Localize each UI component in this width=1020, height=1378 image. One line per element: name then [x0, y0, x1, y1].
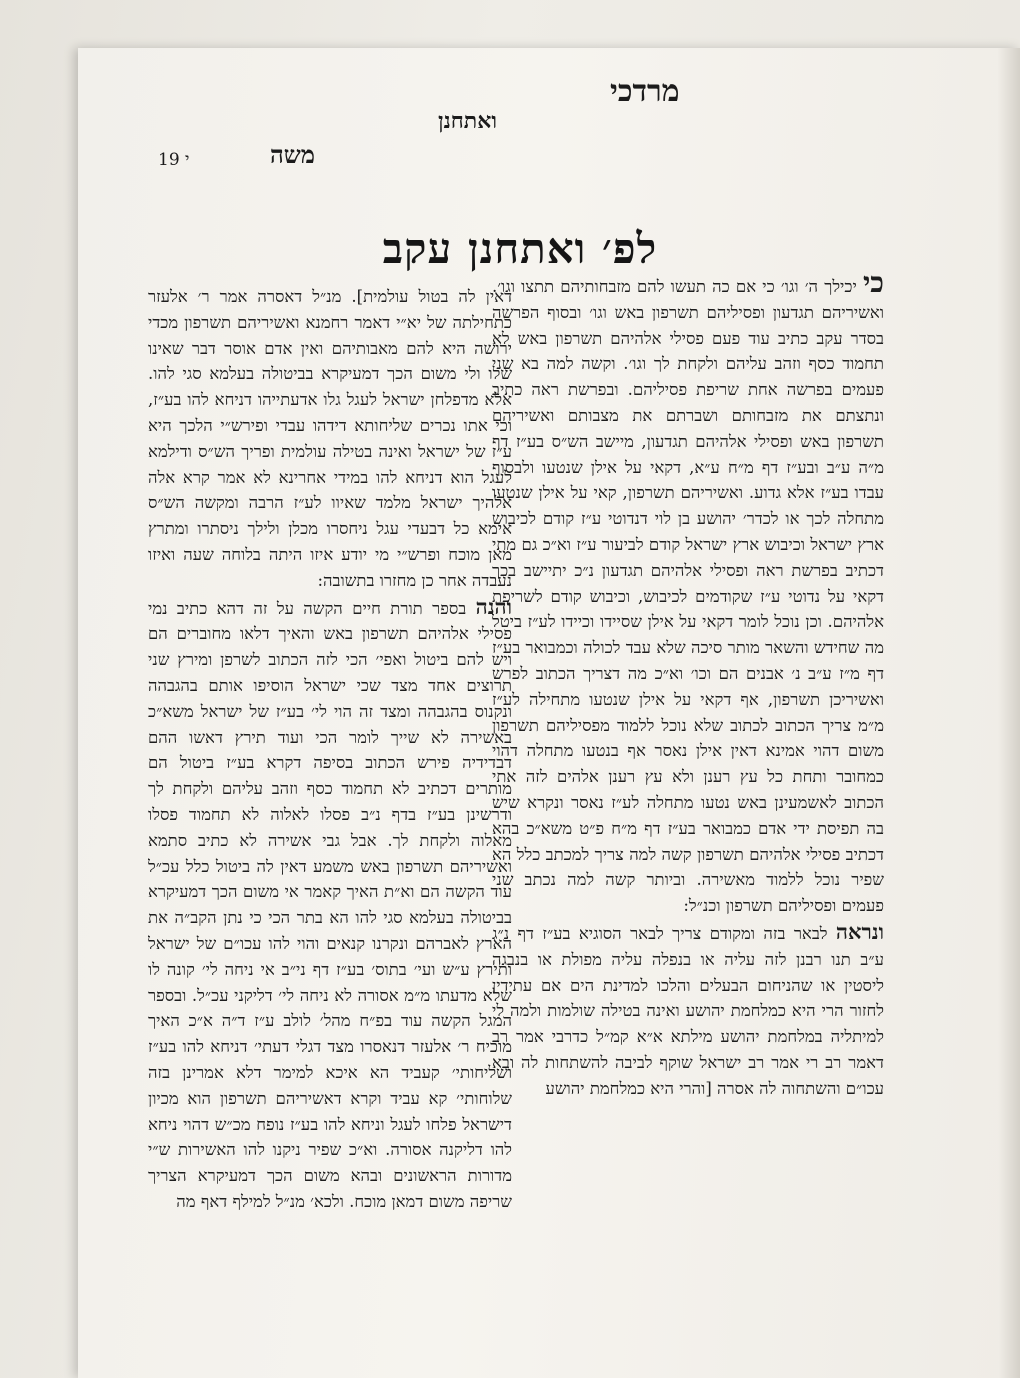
section-title: לפ׳ ואתחנן עקב: [382, 224, 658, 273]
paragraph-text: יכילך ה׳ וגו׳ כי אם כה תעשו להם מזבחותיהם תתצו וגו׳. ואשיריהם תגדעון ופסיליהם תשרפון באש וגו׳ ובסוף הפרשה בסדר עקב כתיב עוד פעם פסילי אלהיהם תשרפון באש לא תחמוד כסף וזהב עליהם ולקחת לך וגו׳. וקשה למה בא שני פעמים בפרשה אחת שריפת פסיליהם. ובפרשת ראה כתיב ונתצתם את מזבחותם ושברתם את מצבותם ואשיריהם תשרפון באש ופסילי אלהיהם תגדעון, מיישב הש״ס בע״ז דף מ״ה ע״ב ובע״ז דף מ״ח ע״א, דקאי על אילן שנטעו ולבסוף עבדו בע״ז אלא גדוע. ואשיריהם תשרפון, קאי על אילן שנטעו מתחלה לכך או לכדר׳ יהושע בן לוי דנדוטי ע״ז קודם לכיבוש ארץ ישראל וכיבוש ארץ ישראל קודם לביעור ע״ז וא״כ גם מתי דכתיב בפרשת ראה ופסילי אלהיהם תגדעון נ״כ יתיישב בכך דקאי על נדוטי ע״ז שקודמים לכיבוש, וכיבוש קודם לשריפת אלהיהם. וכן נוכל לומר דקאי על אילן שסיידו וכיידו לע״ז ביטל מה שחידש והשאר מותר סיכה שלא עבד לכולה וכמבואר בע״ז דף מ״ז ע״ב נ׳ אבנים הם וכו׳ וא״כ מה דצריך הכתוב לפרש ואשיריכן תשרפון, אף דקאי על אילן שנטעו מתחילה לע״ז מ״מ צריך הכתוב לכתוב שלא נוכל ללמוד מפסיליהם תשרפון משום דהוי אמינא דאין אילן נאסר אף בנטעו מתחלה דהוי כמחובר ותחת כל עץ רענן ולא עץ רענן אלהים לזה אתי הכתוב לאשמעינן באש נטעו מתחלה לע״ז נאסר ונקרא שיש בה תפיסת ידי אדם כמבואר בע״ז דף מ״ח פ״ט משא״כ בהא דכתיב פסילי אלהיהם תשרפון קשה למה צריך למכתב כלל הא שפיר נוכל ללמוד מאשירה. וביותר קשה למה נכתב שני פעמים ופסיליהם תשרפון וכנ״ל:: [492, 277, 884, 916]
opening-word: כי: [862, 270, 884, 299]
text-column-left: [148, 284, 512, 1304]
running-header-parsha: ואתחנן: [438, 108, 497, 134]
running-header-book-name: מרדכי: [610, 74, 680, 109]
running-header-author: משה: [270, 140, 316, 169]
text-column-right: [492, 270, 884, 1302]
paragraph-opening-word: והנה: [475, 593, 512, 619]
paragraph-opening-word: ונראה: [835, 918, 884, 944]
paragraph-text: בספר תורת חיים הקשה על זה דהא כתיב נמי פסילי אלהיהם תשרפון באש והאיך דלאו מחוברים הם ויש להם ביטול ואפי׳ הכי לזה הכתוב לשרפן ומירץ שני תרוצים אחד מצד שכי ישראל הוסיפו אותם בהגבהה ונקנוס בהגבהה ומצד זה הוי לי׳ בע״ז של ישראל משא״כ באשירה לא שייך לומר הכי ועוד תירץ דאשו ההם דבדידיה פירש הכתוב בסיפה דקרא בע״ז ביטול הם מותרים דכתיב לא תחמוד כסף וזהב עליהם ולקחת לך ודרשינן בע״ז בדף נ״ב פסלו לאלוה לא תחמוד פסלו מאלוה ולקחת לך. אבל גבי אשירה לא כתיב סתמא ואשיריהם תשרפון באש משמע דאין לה ביטול כלל עכ״ל עוד הקשה הם וא״ת האיך קאמר אי משום הכך דמעיקרא בביטולה בעלמא סגי להו הא בתר הכי כי נתן הקב״ה את הארץ לאברהם ונקרנו קנאים והוי להו עכו״ם של ישראל ותירץ ע״ש ועי׳ בתוס׳ בע״ז דף ני״ב אי ניחה לי׳ קונה לו שלא מדעתו מ״מ אסורה לא ניחה לי׳ דליקני עכ״ל. ובספר המגל הקשה עוד בפ״ח מהל׳ לולב ע״ז ד״ה א״כ האיך מוכיח ר׳ אלעזר דנאסרו מצד דגלי דעתי׳ דניחא להו בע״ז ושליחותי׳ קעביד הא איכא למימר דלא אמרינן בזה שלוחותי׳ קא עביד וקרא דאשיריהם תשרפון הוא מכיון דישראל פלחו לעגל וניחא להו בע״ז נופח מכ״ש דהוי ניחא להו דליקנה אסורה. וא״כ שפיר ניקנו להו האשירות ש״י מדורות הראשונים ובהא משום הכך דמעיקרא הצריך שריפה משום דמאן מוכח. ולכא׳ מנ״ל למילף דאף מה: [148, 598, 512, 1211]
paragraph-text: דאין לה בטול עולמית]. מנ״ל דאסרה אמר ר׳ אלעזר כתחילתה של יא״י דאמר רחמנא ואשיריהם תשרפון מכדי ירושה היא להם מאבותיהם ואין אדם אוסר דבר שאינו שלו ולי משום הכך דמעיקרא בביטולה בעלמא סגי להו. אלא מדפלחן ישראל לעגל גלו אדעתייהו דניחא להו בע״ז, וכי אתו נכרים שליחותא דידהו עבדי ופירש״י הלכך היא ע״ז של ישראל ואינה בטילה עולמית ופריך הש״ס ודילמא לעגל הוא דניחא להו במידי אחרינא לא אמר קרא אלה אלהיך ישראל מלמד שאיוו לע״ז הרבה ומקשה הש״ס אימא כל דבעדי עגל ניחסרו מכלן ולילך ניסתרו ומתרץ מאן מוכח ופרש״י מי יודע איזו היתה בלוחה שעה ואיזו נעבדה אחר כן מחזרו בתשובה:: [148, 287, 512, 590]
page-spine-shadow: [998, 48, 1020, 1378]
page-number: 19 י: [158, 150, 190, 170]
paragraph-text: לבאר בזה ומקודם צריך לבאר הסוגיא בע״ז דף נ״ג ע״ב תנו רבנן לזה עליה או בנפלה עליה מפולת או בנבגה ליסטין או שהניחום הבעלים והלכו למדינת הים אם עתידין לחזור הרי היא כמלחמת יהושע ואינה בטילה שולמות ולמה לי למיתליה במלחמת יהושע מילתא א״א קמ״ל כדרבי אמר רב דאמר רב רי אמר רב ישראל שוקף לביבה להשתחות לה ובא עכו״ם והשתחוה לה אסרה [והרי היא כמלחמת יהושע: [492, 923, 884, 1098]
